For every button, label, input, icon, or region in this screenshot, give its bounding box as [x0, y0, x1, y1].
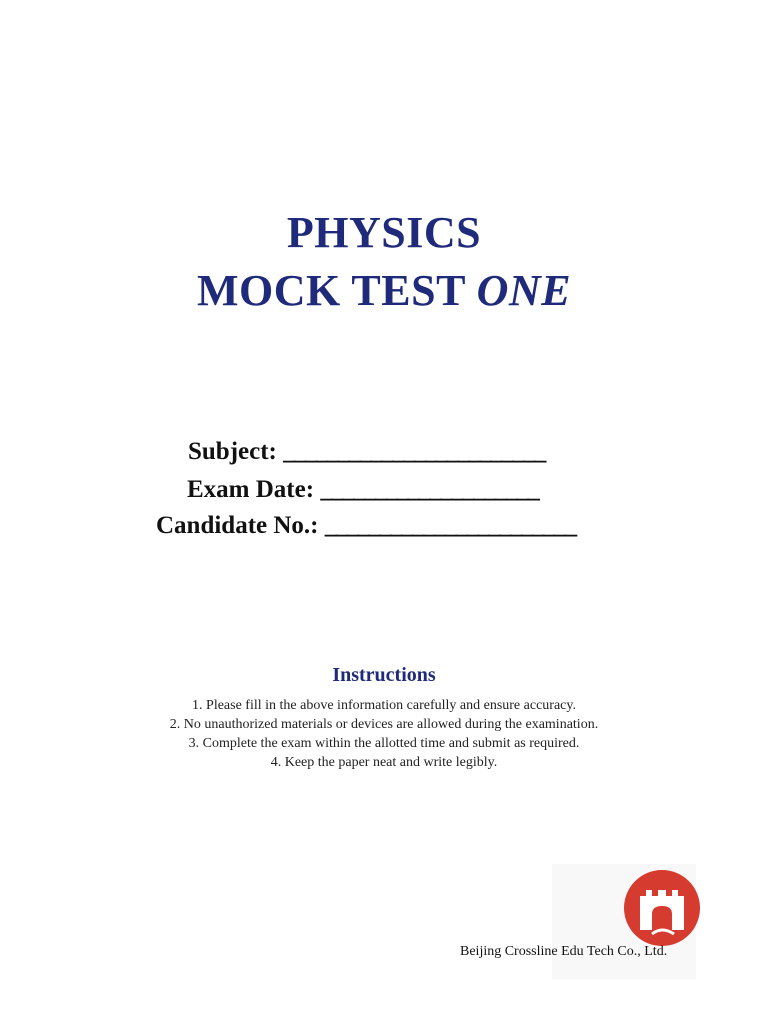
castle-gate-logo-icon [622, 868, 702, 948]
title-mock-test: MOCK TEST [196, 266, 466, 315]
instruction-item: 3. Complete the exam within the allotted time and submit as required. [188, 736, 580, 751]
instructions-list [0, 696, 768, 772]
title-test-number: ONE [476, 266, 572, 315]
instruction-item: 4. Keep the paper neat and write legibly. [270, 755, 498, 770]
instructions-heading: Instructions [332, 664, 436, 686]
company-name: Beijing Crossline Edu Tech Co., Ltd. [460, 944, 668, 959]
candidate-no-field [156, 511, 575, 541]
title-line-2 [0, 262, 768, 320]
exam-date-label: Exam Date: [187, 476, 315, 503]
subject-blank: ________________________ [283, 438, 545, 465]
candidate-no-label: Candidate No.: [156, 512, 319, 539]
candidate-no-blank: _______________________ [324, 512, 576, 539]
title-line-1: PHYSICS [286, 208, 482, 257]
document-title [0, 204, 768, 320]
subject-label: Subject: [188, 438, 277, 465]
instruction-item: 2. No unauthorized materials or devices are allowed during the examination. [169, 717, 599, 732]
instruction-item: 1. Please fill in the above information carefully and ensure accuracy. [192, 698, 576, 713]
subject-field [188, 437, 545, 467]
exam-date-field [187, 475, 538, 505]
exam-date-blank: ____________________ [320, 476, 539, 503]
